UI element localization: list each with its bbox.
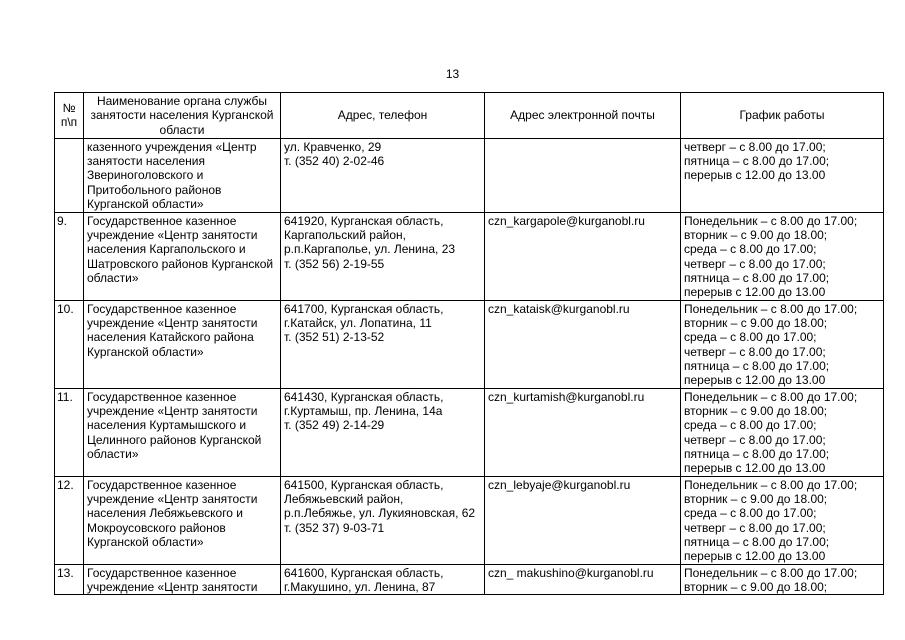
address-phone: ул. Кравченко, 29 т. (352 40) 2-02-46	[281, 138, 485, 212]
address-phone	[281, 564, 485, 594]
header-number: № п\п	[55, 93, 84, 139]
work-schedule: Понедельник – с 8.00 до 17.00; вторник – с 9.00 до 18.00; среда – с 8.00 до 17.00; четверг – с 8.00 до 17.00; пятница – с 8.00 до 17.00; перерыв с 12.00 до 13.00	[681, 476, 884, 564]
address-phone-text: 641600, Курганская область, г.Макушино, ул. Ленина, 87	[284, 565, 444, 594]
row-number: 9.	[55, 212, 84, 300]
email-address: czn_kataisk@kurganobl.ru	[485, 300, 681, 388]
work-schedule: Понедельник – с 8.00 до 17.00; вторник – с 9.00 до 18.00; среда – с 8.00 до 17.00; четверг – с 8.00 до 17.00; пятница – с 8.00 до 17.00; перерыв с 12.00 до 13.00	[681, 212, 884, 300]
work-schedule: Понедельник – с 8.00 до 17.00; вторник – с 9.00 до 18.00; среда – с 8.00 до 17.00; четверг – с 8.00 до 17.00; пятница – с 8.00 до 17.00; перерыв с 12.00 до 13.00	[681, 388, 884, 476]
page-number: 13	[445, 67, 460, 81]
work-schedule	[681, 564, 884, 594]
table-row	[55, 388, 884, 476]
email-address: czn_lebyaje@kurganobl.ru	[485, 476, 681, 564]
organization-name: Государственное казенное учреждение «Центр занятости населения Катайского района Курганской области»	[84, 300, 281, 388]
address-phone: 641430, Курганская область, г.Куртамыш, пр. Ленина, 14а т. (352 49) 2-14-29	[281, 388, 485, 476]
row-number: 12.	[55, 476, 84, 564]
email-address-text: czn_ makushino@kurganobl.ru	[488, 565, 654, 580]
table-row	[55, 564, 884, 594]
address-phone: 641700, Курганская область, г.Катайск, ул. Лопатина, 11 т. (352 51) 2-13-52	[281, 300, 485, 388]
row-number: 10.	[55, 300, 84, 388]
table-row	[55, 212, 884, 300]
address-phone: 641500, Курганская область, Лебяжьевский район, р.п.Лебяжье, ул. Лукияновская, 62 т. (352 37) 9-03-71	[281, 476, 485, 564]
work-schedule-text: Понедельник – с 8.00 до 17.00; вторник – с 9.00 до 18.00;	[684, 565, 858, 594]
row-number	[55, 564, 84, 594]
address-phone: 641920, Курганская область, Каргапольский район, р.п.Каргаполье, ул. Ленина, 23 т. (352 56) 2-19-55	[281, 212, 485, 300]
table-header-row	[55, 93, 884, 139]
work-schedule: Понедельник – с 8.00 до 17.00; вторник – с 9.00 до 18.00; среда – с 8.00 до 17.00; четверг – с 8.00 до 17.00; пятница – с 8.00 до 17.00; перерыв с 12.00 до 13.00	[681, 300, 884, 388]
header-schedule: График работы	[681, 93, 884, 139]
row-number-text: 13.	[57, 565, 74, 580]
header-address-phone: Адрес, телефон	[281, 93, 485, 139]
table-row	[55, 476, 884, 564]
work-schedule: четверг – с 8.00 до 17.00; пятница – с 8.00 до 17.00; перерыв с 12.00 до 13.00	[681, 138, 884, 212]
email-address: czn_kurtamish@kurganobl.ru	[485, 388, 681, 476]
organization-name-text: Государственное казенное учреждение «Центр занятости	[87, 565, 258, 594]
email-address	[485, 138, 681, 212]
table-row	[55, 138, 884, 212]
employment-centers-table	[54, 92, 884, 595]
row-number: 11.	[55, 388, 84, 476]
header-organization-name: Наименование органа службы занятости населения Курганской области	[84, 93, 281, 139]
organization-name: Государственное казенное учреждение «Центр занятости населения Куртамышского и Целинного районов Курганской области»	[84, 388, 281, 476]
table-row	[55, 300, 884, 388]
email-address	[485, 564, 681, 594]
organization-name: Государственное казенное учреждение «Центр занятости населения Лебяжьевского и Мокроусовского районов Курганской области»	[84, 476, 281, 564]
email-address: czn_kargapole@kurganobl.ru	[485, 212, 681, 300]
header-email: Адрес электронной почты	[485, 93, 681, 139]
organization-name	[84, 564, 281, 594]
organization-name: Государственное казенное учреждение «Центр занятости населения Каргапольского и Шатровского районов Курганской области»	[84, 212, 281, 300]
organization-name: казенного учреждения «Центр занятости населения Звериноголовского и Притобольного районов Курганской области»	[84, 138, 281, 212]
row-number	[55, 138, 84, 212]
